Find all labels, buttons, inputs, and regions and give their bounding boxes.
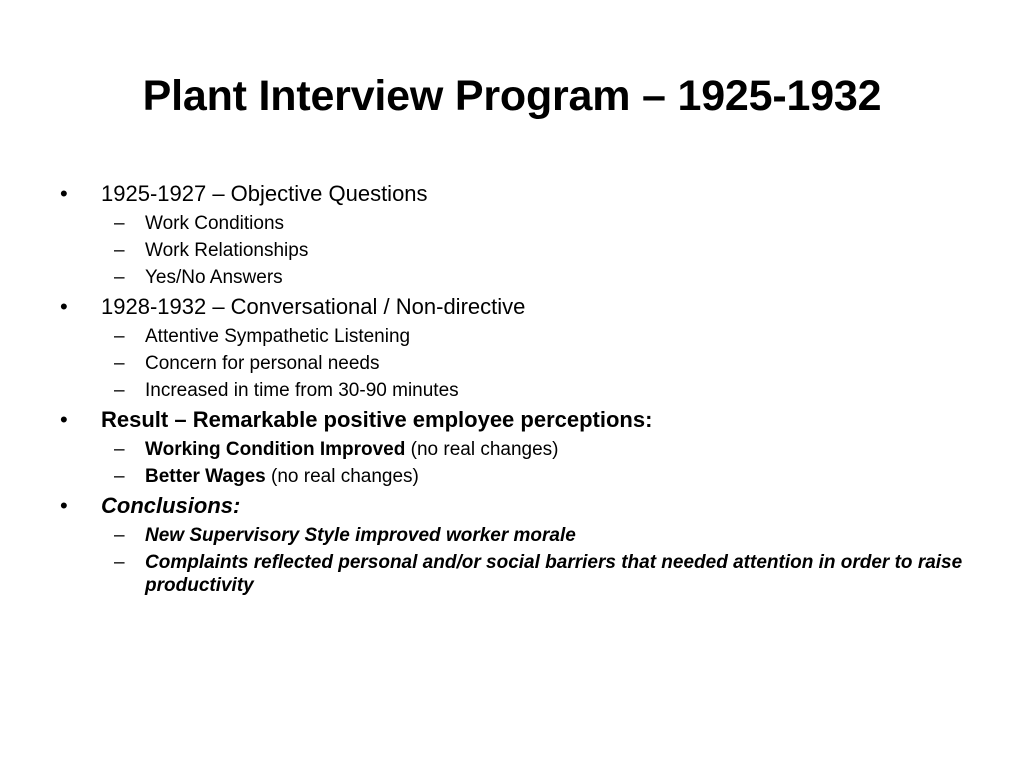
- dash-icon: –: [114, 525, 125, 546]
- slide-body: [0, 178, 1024, 597]
- sub-bullet: [0, 350, 1024, 377]
- bullet-dot-icon: •: [60, 407, 68, 432]
- sub-bullet: [0, 522, 1024, 549]
- bullet-heading-text: Conclusions:: [101, 493, 241, 518]
- sub-bullet-text: Increased in time from 30-90 minutes: [145, 380, 459, 401]
- sub-bullet-text: (no real changes): [265, 466, 419, 487]
- bullet-heading: [0, 490, 1024, 522]
- sub-bullet: [0, 237, 1024, 264]
- sub-bullet-text: Attentive Sympathetic Listening: [145, 326, 411, 347]
- slide-title: Plant Interview Program – 1925-1932: [142, 72, 882, 120]
- bullet-heading-text: 1928-1932 – Conversational / Non-directive: [101, 294, 526, 319]
- dash-icon: –: [114, 552, 125, 573]
- dash-icon: –: [114, 267, 125, 288]
- sub-bullet-text: Complaints reflected personal and/or social barriers that needed attention in order to raise productivity: [145, 552, 963, 596]
- dash-icon: –: [114, 466, 125, 487]
- sub-bullet-text: Concern for personal needs: [145, 353, 380, 374]
- sub-bullet-text: Work Conditions: [145, 213, 285, 234]
- bullet-dot-icon: •: [60, 493, 68, 518]
- sub-bullet: [0, 436, 1024, 463]
- bullet-heading-text: Result – Remarkable positive employee perceptions:: [101, 407, 653, 432]
- section-conclusions: [0, 490, 1024, 597]
- dash-icon: –: [114, 353, 125, 374]
- bullet-dot-icon: •: [60, 294, 68, 319]
- sub-bullet: [0, 377, 1024, 404]
- sub-bullet: [0, 323, 1024, 350]
- section-result: [0, 404, 1024, 490]
- bullet-dot-icon: •: [60, 181, 68, 206]
- sub-bullet: [0, 264, 1024, 291]
- sub-bullet-text: New Supervisory Style improved worker morale: [145, 525, 576, 546]
- sub-bullet: [0, 210, 1024, 237]
- sub-bullet: [0, 463, 1024, 490]
- sub-bullet: [0, 551, 1024, 597]
- sub-bullet-bold-text: Better Wages: [145, 466, 266, 487]
- bullet-heading: [0, 404, 1024, 436]
- dash-icon: –: [114, 240, 125, 261]
- section-conversational: [0, 291, 1024, 404]
- dash-icon: –: [114, 326, 125, 347]
- sub-bullet-text: (no real changes): [405, 439, 559, 460]
- bullet-heading: [0, 291, 1024, 323]
- sub-bullet-bold-text: Working Condition Improved: [145, 439, 406, 460]
- section-objective-questions: [0, 178, 1024, 291]
- bullet-heading: [0, 178, 1024, 210]
- dash-icon: –: [114, 213, 125, 234]
- dash-icon: –: [114, 380, 125, 401]
- dash-icon: –: [114, 439, 125, 460]
- sub-bullet-text: Yes/No Answers: [145, 267, 283, 288]
- sub-bullet-text: Work Relationships: [145, 240, 309, 261]
- bullet-heading-text: 1925-1927 – Objective Questions: [101, 181, 428, 206]
